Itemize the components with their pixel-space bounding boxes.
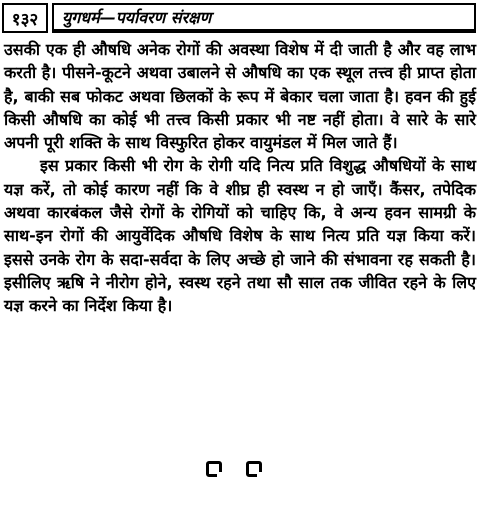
page-number: १३२: [2, 3, 48, 33]
paragraph-1: उसकी एक ही औषधि अनेक रोगों की अवस्था विशेष में दी जाती है और वह लाभ करती है। पीसने-कूटने अथवा उबालने से औषधि का एक स्थूल तत्त्व ही प्राप्त होता है, बाकी सब फोकट अथवा छिलकों के रूप में बेकार चला जाता है। हवन की हुई किसी औषधि का कोई भी तत्त्व किसी प्रकार भी नष्ट नहीं होता। वे सारे के सारे अपनी पूरी शक्ति के साथ विस्फुरित होकर वायुमंडल में मिल जाते हैं।: [4, 40, 476, 153]
paragraph-2: इस प्रकार किसी भी रोग के रोगी यदि नित्य प्रति विशुद्ध औषधियों के साथ यज्ञ करें, तो कोई कारण नहीं कि वे शीघ्र ही स्वस्थ न हो जाएँ। कैंसर, तपेदिक अथवा कारबंकल जैसे रोगों के रोगियों को चाहिए कि, वे अन्य हवन सामग्री के साथ-इन रोगों की आयुर्वेदिक औषधि विशेष के साथ नित्य प्रति यज्ञ किया करें। इससे उनके रोग के सदा-सर्वदा के लिए अच्छे हो जाने की संभावना रह सकती है। इसीलिए ऋषि ने नीरोग होने, स्वस्थ रहने तथा सौ साल तक जीवित रहने के लिए यज्ञ करने का निर्देश किया है।: [4, 156, 476, 316]
page-header: [2, 3, 476, 33]
body-text: [4, 38, 476, 318]
end-marks: [206, 461, 262, 477]
end-mark-icon: [246, 461, 262, 477]
running-title-box: [52, 3, 476, 33]
end-mark-icon: [206, 461, 222, 477]
running-title: युगधर्म—पर्यावरण संरक्षण: [62, 8, 212, 27]
